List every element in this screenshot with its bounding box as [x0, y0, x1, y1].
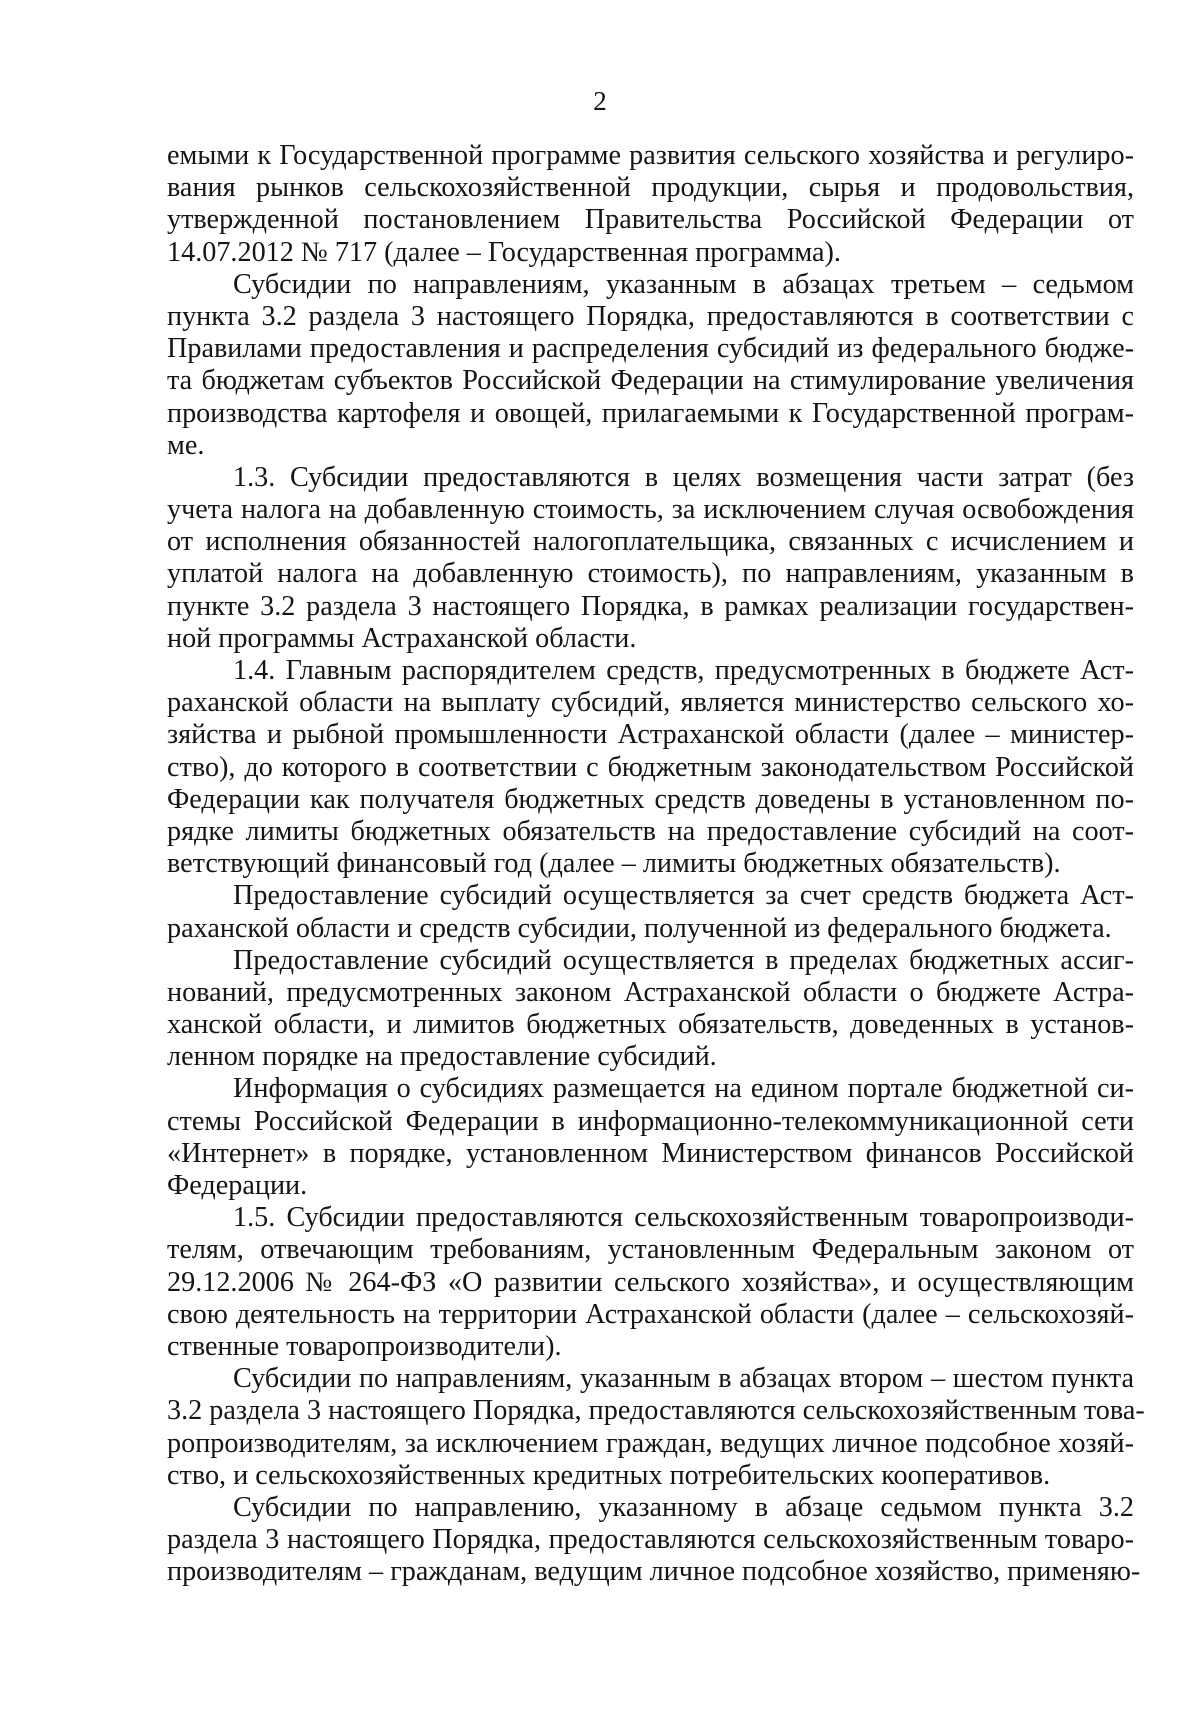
paragraph-line: Информация о субсидиях размещается на едином портале бюджетной си- — [233, 1073, 1134, 1105]
paragraph-line: та бюджетам субъектов Российской Федерации на стимулирование увеличения — [167, 365, 1134, 397]
paragraph — [167, 1491, 1141, 1589]
paragraph-line: Федерации. — [167, 1170, 308, 1201]
paragraph — [167, 945, 1134, 1074]
paragraph-line: ме. — [167, 429, 205, 461]
paragraph-line: 1.5. Субсидии предоставляются сельскохозяйственным товаропроизводи- — [233, 1202, 1134, 1234]
paragraph-line: раздела 3 настоящего Порядка, предоставляются сельскохозяйственным товаро- — [167, 1524, 1134, 1556]
paragraph-line: пункта 3.2 раздела 3 настоящего Порядка, предоставляются в соответствии с — [167, 300, 1134, 332]
paragraph — [167, 462, 1134, 655]
paragraph-line: Предоставление субсидий осуществляется в пределах бюджетных ассиг- — [233, 944, 1134, 976]
paragraph-line: ство, и сельскохозяйственных кредитных потребительских кооперативов. — [167, 1459, 1051, 1491]
paragraph — [167, 655, 1134, 880]
paragraph-line: Субсидии по направлениям, указанным в абзацах втором – шестом пункта — [233, 1363, 1134, 1395]
paragraph-line: вания рынков сельскохозяйственной продукции, сырья и продовольствия, — [167, 172, 1134, 204]
paragraph-line: 29.12.2006 № 264-ФЗ «О развитии сельского хозяйства», и осуществляющим — [167, 1266, 1134, 1298]
paragraph-line: свою деятельность на территории Астраханской области (далее – сельскохозяй- — [167, 1298, 1134, 1330]
paragraph-line: 1.3. Субсидии предоставляются в целях возмещения части затрат (без — [233, 461, 1134, 493]
paragraph-line: зяйства и рыбной промышленности Астраханской области (далее – министер- — [167, 719, 1134, 751]
paragraph-line: ственные товаропроизводители). — [167, 1330, 562, 1362]
paragraph-line: ветствующий финансовый год (далее – лимиты бюджетных обязательств). — [167, 848, 1061, 880]
paragraph-line: ной программы Астраханской области. — [167, 622, 637, 654]
paragraph — [167, 880, 1134, 944]
paragraph-line: ропроизводителям, за исключением граждан, ведущих личное подсобное хозяй- — [167, 1427, 1134, 1459]
paragraph-line: пункте 3.2 раздела 3 настоящего Порядка, в рамках реализации государствен- — [167, 590, 1134, 622]
paragraph-line: телям, отвечающим требованиям, установленным Федеральным законом от — [167, 1234, 1134, 1266]
paragraph-line: производства картофеля и овощей, прилагаемыми к Государственной програм- — [167, 397, 1134, 429]
paragraph-line: Правилами предоставления и распределения субсидий из федерального бюдже- — [167, 333, 1134, 365]
paragraph-line: Субсидии по направлению, указанному в абзаце седьмом пункта 3.2 — [233, 1491, 1134, 1523]
paragraph-line: раханской области на выплату субсидий, является министерство сельского хо- — [167, 687, 1134, 719]
paragraph-line: стемы Российской Федерации в информационно-телекоммуникационной сети — [167, 1105, 1134, 1137]
paragraph-line: Предоставление субсидий осуществляется за счет средств бюджета Аст- — [233, 880, 1134, 912]
page-number: 2 — [593, 86, 607, 116]
paragraph-line: «Интернет» в порядке, установленном Министерством финансов Российской — [167, 1137, 1134, 1169]
paragraph-line: от исполнения обязанностей налогоплательщика, связанных с исчислением и — [167, 526, 1134, 558]
paragraph — [167, 1202, 1134, 1363]
paragraph-line: утвержденной постановлением Правительства Российской Федерации от — [167, 204, 1134, 236]
paragraph-line: нований, предусмотренных законом Астраханской области о бюджете Астра- — [167, 976, 1134, 1008]
paragraph-line: ханской области, и лимитов бюджетных обязательств, доведенных в установ- — [167, 1009, 1134, 1041]
paragraph-line: раханской области и средств субсидии, полученной из федерального бюджета. — [167, 912, 1112, 944]
paragraph-line: Федерации как получателя бюджетных средств доведены в установленном по- — [167, 783, 1134, 815]
paragraph-line: емыми к Государственной программе развития сельского хозяйства и регулиро- — [167, 140, 1134, 171]
paragraph — [167, 1363, 1145, 1492]
paragraph — [167, 269, 1134, 462]
paragraph-line: уплатой налога на добавленную стоимость), по направлениям, указанным в — [167, 558, 1134, 590]
paragraph-line: 1.4. Главным распорядителем средств, предусмотренных в бюджете Аст- — [233, 655, 1134, 686]
paragraph-line: рядке лимиты бюджетных обязательств на предоставление субсидий на соот- — [167, 815, 1134, 847]
paragraph-line: производителям – гражданам, ведущим личное подсобное хозяйство, применяю- — [167, 1556, 1141, 1588]
paragraph-line: ство), до которого в соответствии с бюджетным законодательством Российской — [167, 751, 1134, 783]
paragraph-line: учета налога на добавленную стоимость, за исключением случая освобождения — [167, 494, 1134, 526]
document-body — [167, 140, 1145, 1588]
paragraph — [167, 140, 1134, 269]
paragraph-line: Субсидии по направлениям, указанным в абзацах третьем – седьмом — [233, 268, 1134, 300]
paragraph-line: ленном порядке на предоставление субсидий. — [167, 1041, 717, 1073]
paragraph-line: 14.07.2012 № 717 (далее – Государственная программа). — [167, 236, 841, 268]
paragraph-line: 3.2 раздела 3 настоящего Порядка, предоставляются сельскохозяйственным това- — [167, 1395, 1145, 1427]
paragraph — [167, 1073, 1134, 1202]
